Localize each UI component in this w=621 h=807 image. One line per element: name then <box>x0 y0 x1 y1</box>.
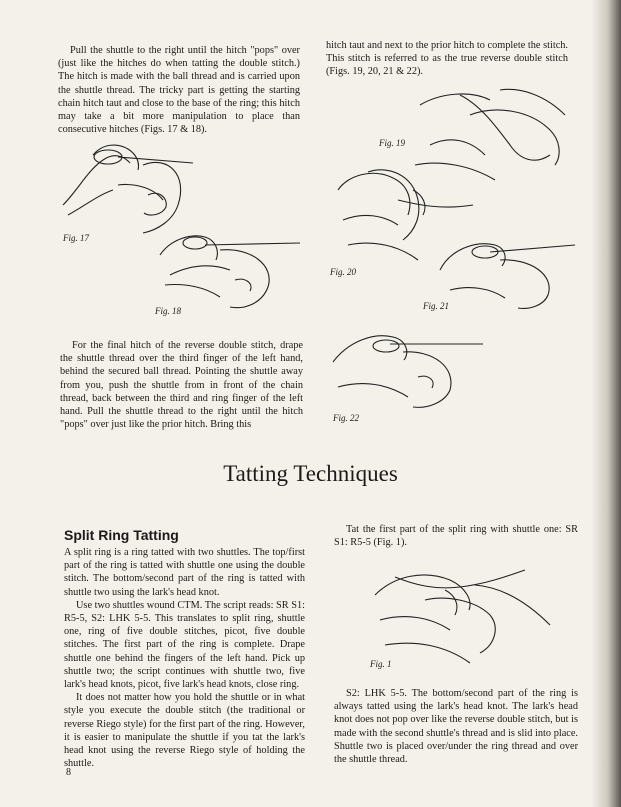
fig-22-illustration <box>328 322 488 417</box>
fig-19-caption: Fig. 19 <box>379 138 405 148</box>
paragraph: A split ring is a ring tatted with two shuttles. The top/first part of the ring is tatted with shuttle one using the double stitch. The bottom/second part of the ring is tatted with shuttle two using the lark's head knot. <box>64 547 305 598</box>
fig-21-illustration <box>430 230 580 315</box>
fig-22-caption: Fig. 22 <box>333 413 359 423</box>
fig-18-caption: Fig. 18 <box>155 306 181 316</box>
page-edge-shadow <box>591 0 621 807</box>
fig-18-illustration <box>150 225 305 315</box>
paragraph: Tat the first part of the split ring with shuttle one: SR S1: R5-5 (Fig. 1). <box>334 524 578 549</box>
fig-1-caption: Fig. 1 <box>370 659 392 669</box>
fig-21-caption: Fig. 21 <box>423 301 449 311</box>
paragraph: hitch taut and next to the prior hitch to complete the stitch. This stitch is referred to as the true reverse double stitch (Figs. 19, 20, 21 & 22). <box>326 40 568 78</box>
top-right-text-block <box>326 39 568 79</box>
middle-left-text-block <box>60 339 303 431</box>
paragraph: It does not matter how you hold the shuttle or in what style you execute the double stitch (the traditional or reverse Riego style) for the first part of the ring. However, it is easier to manipulate the shuttle if you tat the lark's head knot using the reverse Riego style of holding the shuttle. <box>64 692 305 770</box>
top-left-text-block <box>58 44 300 136</box>
fig-20-caption: Fig. 20 <box>330 267 356 277</box>
subsection-title: Split Ring Tatting <box>64 527 179 543</box>
paragraph: S2: LHK 5-5. The bottom/second part of the ring is always tatted using the lark's head knot. The lark's head knot does not pop over like the reverse double stitch, but is made with the second shuttle's thread and is slid into place. Shuttle two is placed over/under the ring thread and over the shuttle thread. <box>334 688 578 766</box>
paragraph: Pull the shuttle to the right until the hitch "pops" over (just like the hitches do when tatting the double stitch.) The hitch is made with the ball thread and is carried upon the shuttle thread. The tricky part is getting the starting chain hitch taut and close to the base of the ring; this hitch may take a bit more manipulation to place than consecutive hitches (Figs. 17 & 18). <box>58 45 300 136</box>
page-number: 8 <box>66 767 71 778</box>
bottom-right-text-block <box>334 687 578 766</box>
fig-17-caption: Fig. 17 <box>63 233 89 243</box>
bottom-right-intro <box>334 523 578 549</box>
paragraph: Use two shuttles wound CTM. The script reads: SR S1: R5-5, S2: LHK 5-5. This translates to split ring, shuttle one, ring of five double stitches, picot, five double stitches. The first part of the ring is complete. Drape shuttle one behind the fingers of the left hand. Pick up shuttle two; the script continues with shuttle two, five lark's head knots, picot, five lark's head knots, close ring. <box>64 599 305 691</box>
fig-1-illustration <box>365 565 560 675</box>
section-title: Tatting Techniques <box>223 461 398 486</box>
paragraph: For the final hitch of the reverse double stitch, drape the shuttle thread over the third finger of the left hand, behind the secured ball thread. Pointing the shuttle away from you, push the shuttle from in front of the chain thread, back between the third and ring finger of the left hand. Pull the shuttle thread to the right until the hitch "pops" over just like the prior hitch. Bring this <box>60 340 303 431</box>
bottom-left-text-block <box>64 546 305 770</box>
